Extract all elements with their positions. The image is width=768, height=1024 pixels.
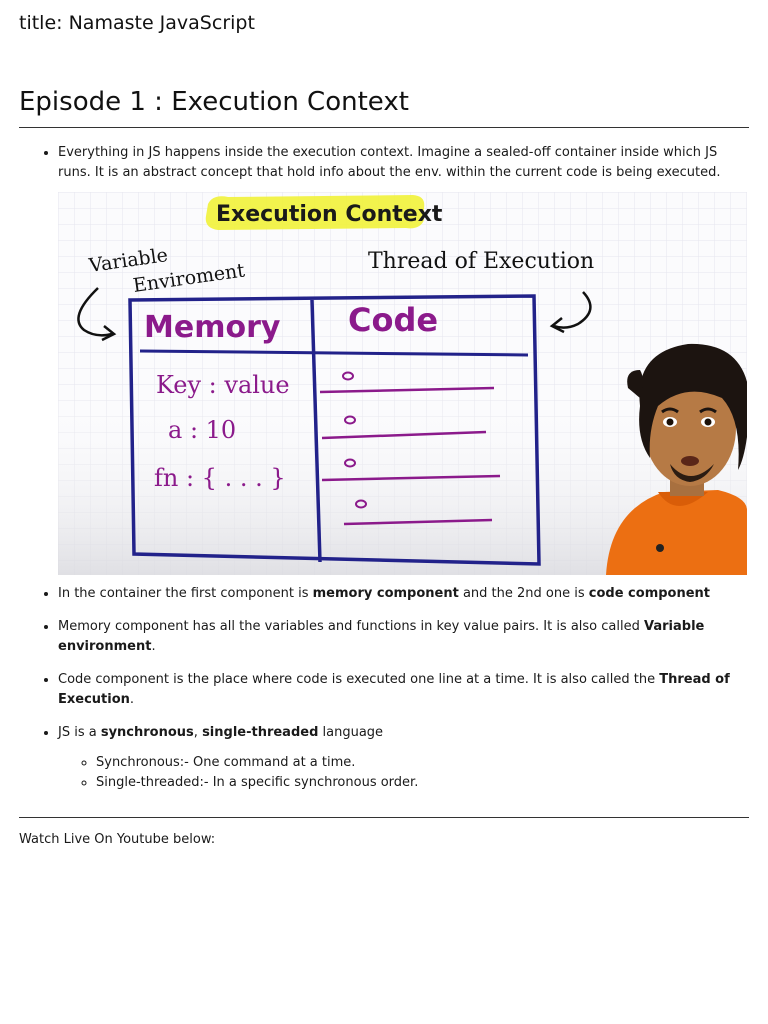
point-4-text: JS is a (58, 725, 101, 740)
memory-row-key-value: Key : value (156, 371, 290, 399)
sub-list (58, 753, 749, 793)
single-threaded-term: single-threaded (202, 725, 319, 740)
point-2-text: Memory component has all the variables and functions in key value pairs. It is also called (58, 619, 644, 634)
list-item (58, 143, 749, 575)
point-3-text: Code component is the place where code is executed one line at a time. It is also called the (58, 672, 660, 687)
point-4-comma: , (193, 725, 203, 740)
execution-context-diagram (58, 192, 747, 575)
memory-header: Memory (144, 310, 281, 345)
memory-component-term: memory component (312, 586, 459, 601)
code-component-term: code component (588, 586, 711, 601)
page-title: Episode 1 : Execution Context (19, 87, 409, 117)
point-2-end: . (151, 639, 156, 654)
memory-row-a: a : 10 (168, 416, 237, 444)
list-item (58, 617, 749, 657)
list-item (58, 670, 749, 710)
section-divider (19, 817, 749, 818)
point-1-text: In the container the first component is (58, 586, 313, 601)
content-list (19, 143, 749, 806)
label-thread-of-execution: Thread of Execution (368, 249, 595, 274)
label-variable: Variable (87, 244, 170, 277)
point-1-mid: and the 2nd one is (458, 586, 589, 601)
front-matter-title: title: Namaste JavaScript (19, 12, 255, 34)
list-item (58, 723, 749, 793)
intro-text: Everything in JS happens inside the execution context. Imagine a sealed-off container inside which JS runs. It is an abstract concept that hold info about the env. within the current code is being executed. (58, 145, 721, 180)
banner-title: Execution Context (216, 202, 443, 227)
code-header: Code (348, 301, 439, 339)
list-item (58, 584, 749, 604)
diagram-svg (58, 192, 747, 575)
sub-list-item: ◦ Synchronous:- One command at a time. (96, 753, 749, 773)
point-3-end: . (129, 692, 135, 707)
heading-divider (19, 127, 749, 128)
sub-list-item: ◦ Single-threaded:- In a specific synchronous order. (96, 773, 749, 793)
point-4-end: language (318, 725, 384, 740)
variable-environment-term: Variable environment (58, 619, 705, 654)
synchronous-term: synchronous (100, 725, 194, 740)
thread-of-execution-term: Thread of Execution (58, 672, 730, 707)
memory-row-fn: fn : { . . . } (154, 464, 286, 492)
youtube-note: Watch Live On Youtube below: (19, 832, 216, 847)
label-environment: Enviroment (131, 259, 247, 297)
